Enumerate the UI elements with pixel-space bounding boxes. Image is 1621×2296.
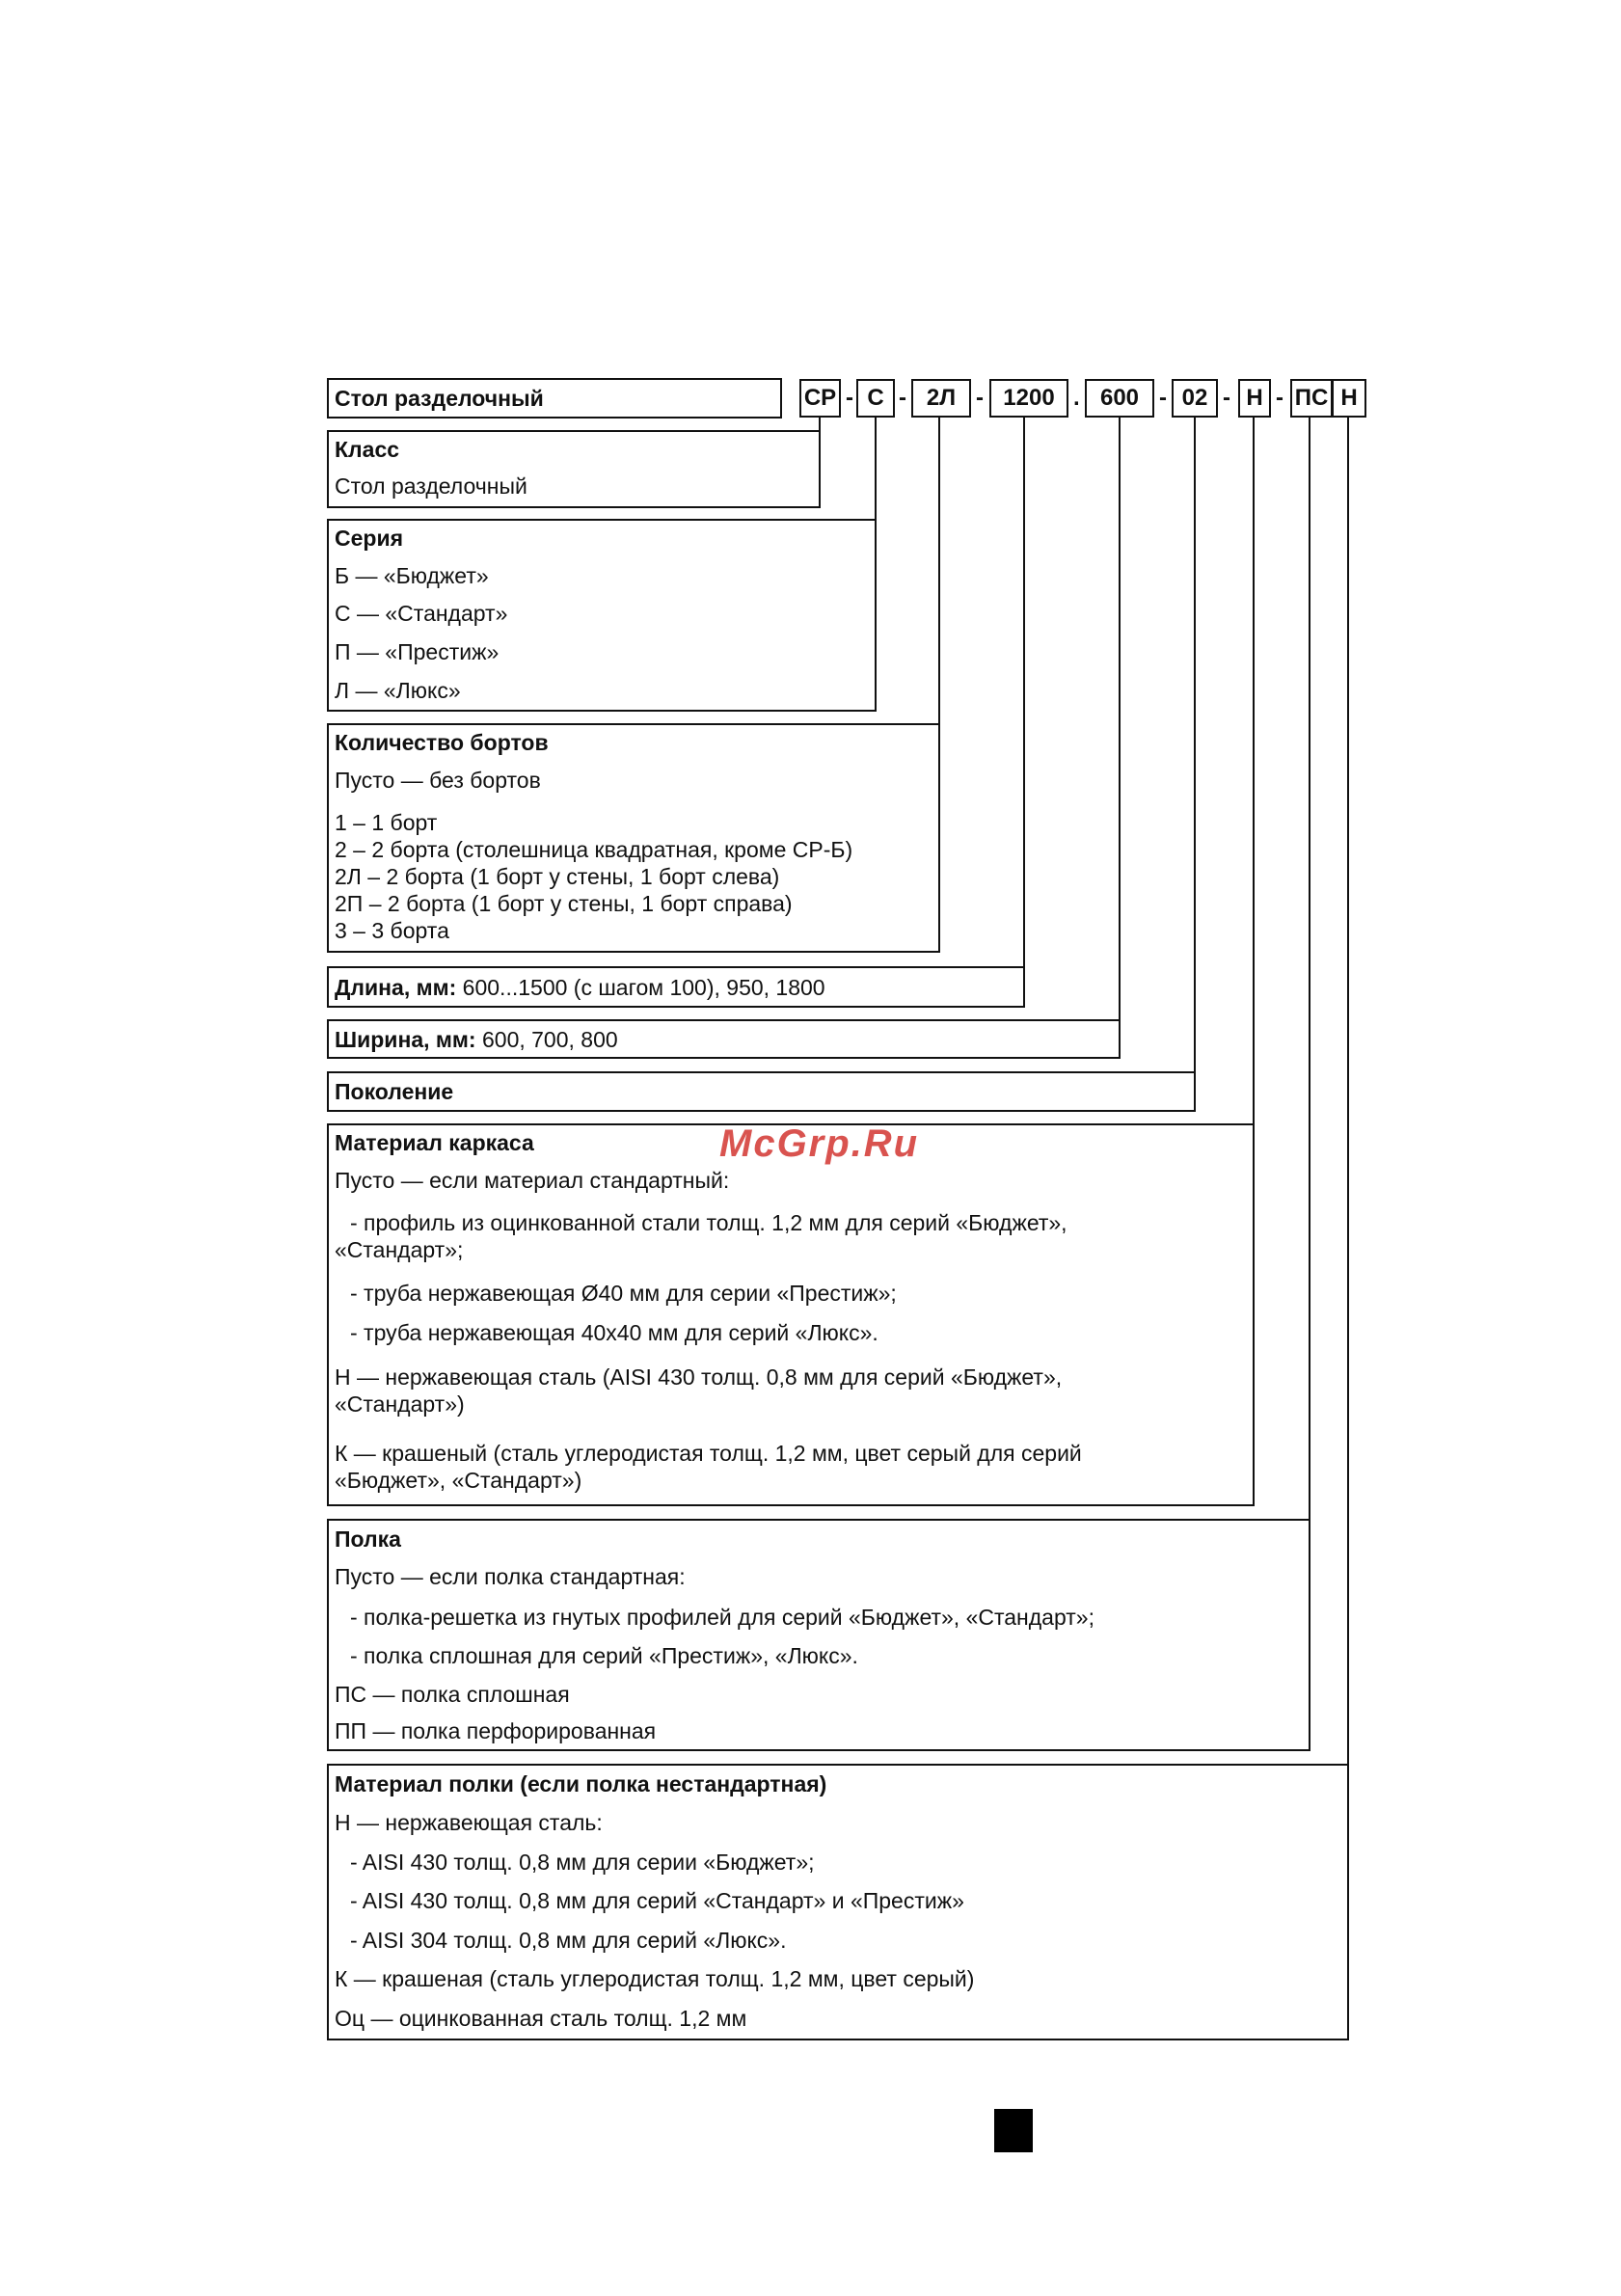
material-polki-line: - AISI 304 толщ. 0,8 мм для серий «Люкс». <box>350 1928 787 1953</box>
shirina-text <box>335 1026 618 1053</box>
polka-line: Пусто — если полка стандартная: <box>335 1564 686 1589</box>
dlina-value: 600...1500 (с шагом 100), 950, 1800 <box>456 975 825 1000</box>
sep-4: . <box>1073 385 1080 411</box>
borty-line: 3 – 3 борта <box>335 918 449 943</box>
seriya-line: Л — «Люкс» <box>335 678 461 703</box>
code-borty: 2Л <box>911 379 971 418</box>
sep-1: - <box>846 385 853 411</box>
connector-shirina <box>1119 418 1121 1059</box>
seriya-line: П — «Престиж» <box>335 639 500 664</box>
section-pokolenie <box>327 1071 1196 1112</box>
borty-line: 1 – 1 борт <box>335 810 438 835</box>
seriya-line: Б — «Бюджет» <box>335 563 489 588</box>
code-shelf: ПС <box>1290 379 1333 418</box>
material-polki-line: К — крашеная (сталь углеродистая толщ. 1,2 мм, цвет серый) <box>335 1966 975 1991</box>
code-width: 600 <box>1085 379 1154 418</box>
seriya-heading: Серия <box>335 526 404 551</box>
shirina-heading: Ширина, мм: <box>335 1027 476 1052</box>
material-polki-line: Н — нержавеющая сталь: <box>335 1810 603 1835</box>
polka-line: ПП — полка перфорированная <box>335 1718 657 1743</box>
karkas-line: «Стандарт»; <box>335 1237 464 1262</box>
watermark-text: McGrp.Ru <box>719 1122 920 1165</box>
karkas-line: - труба нержавеющая 40х40 мм для серий «Люкс». <box>350 1320 878 1345</box>
dlina-text <box>335 974 825 1001</box>
karkas-line: «Бюджет», «Стандарт») <box>335 1468 582 1493</box>
borty-line: Пусто — без бортов <box>335 768 541 793</box>
section-material-polki <box>327 1764 1349 2040</box>
borty-heading: Количество бортов <box>335 730 549 755</box>
section-polka <box>327 1519 1310 1751</box>
karkas-line: - труба нержавеющая Ø40 мм для серии «Престиж»; <box>350 1281 897 1306</box>
material-polki-line: Оц — оцинкованная сталь толщ. 1,2 мм <box>335 2006 747 2031</box>
dlina-heading: Длина, мм: <box>335 975 457 1000</box>
section-shirina <box>327 1019 1121 1059</box>
connector-dlina <box>1023 418 1025 1008</box>
karkas-line: Пусто — если материал стандартный: <box>335 1168 730 1193</box>
code-generation: 02 <box>1172 379 1218 418</box>
title-text: Стол разделочный <box>335 386 544 411</box>
section-karkas <box>327 1123 1255 1506</box>
section-klass <box>327 430 821 508</box>
seriya-line: С — «Стандарт» <box>335 601 508 626</box>
title-box <box>327 378 782 419</box>
borty-line: 2П – 2 борта (1 борт у стены, 1 борт справа) <box>335 891 793 916</box>
code-length: 1200 <box>989 379 1068 418</box>
sep-3: - <box>976 385 984 411</box>
karkas-line: - профиль из оцинкованной стали толщ. 1,2 мм для серий «Бюджет», <box>350 1210 1067 1235</box>
borty-line: 2 – 2 борта (столешница квадратная, кроме СР-Б) <box>335 837 853 862</box>
section-borty <box>327 723 940 953</box>
pokolenie-heading: Поколение <box>335 1079 454 1104</box>
sep-7: - <box>1276 385 1283 411</box>
klass-line: Стол разделочный <box>335 473 527 499</box>
karkas-line: «Стандарт») <box>335 1391 465 1417</box>
code-frame-material: Н <box>1238 379 1271 418</box>
klass-heading: Класс <box>335 437 400 462</box>
karkas-heading: Материал каркаса <box>335 1130 534 1155</box>
sep-5: - <box>1159 385 1167 411</box>
material-polki-line: - AISI 430 толщ. 0,8 мм для серии «Бюджет»; <box>350 1850 815 1875</box>
polka-line: - полка сплошная для серий «Престиж», «Люкс». <box>350 1643 858 1668</box>
karkas-line: Н — нержавеющая сталь (AISI 430 толщ. 0,8 мм для серий «Бюджет», <box>335 1364 1063 1390</box>
section-seriya <box>327 519 877 712</box>
page-marker <box>994 2109 1033 2152</box>
polka-line: - полка-решетка из гнутых профилей для серий «Бюджет», «Стандарт»; <box>350 1605 1094 1630</box>
polka-line: ПС — полка сплошная <box>335 1682 570 1707</box>
borty-line: 2Л – 2 борта (1 борт у стены, 1 борт слева) <box>335 864 780 889</box>
sep-6: - <box>1223 385 1230 411</box>
code-cr: СР <box>799 379 841 418</box>
material-polki-line: - AISI 430 толщ. 0,8 мм для серий «Стандарт» и «Престиж» <box>350 1888 964 1913</box>
karkas-line: К — крашеный (сталь углеродистая толщ. 1,2 мм, цвет серый для серий <box>335 1441 1082 1466</box>
shirina-value: 600, 700, 800 <box>475 1027 618 1052</box>
code-shelf-material: Н <box>1332 379 1366 418</box>
sep-2: - <box>899 385 906 411</box>
code-series: С <box>856 379 895 418</box>
polka-heading: Полка <box>335 1526 401 1552</box>
section-dlina <box>327 966 1025 1008</box>
material-polki-heading: Материал полки (если полка нестандартная) <box>335 1771 827 1796</box>
connector-pokolenie <box>1194 418 1196 1112</box>
